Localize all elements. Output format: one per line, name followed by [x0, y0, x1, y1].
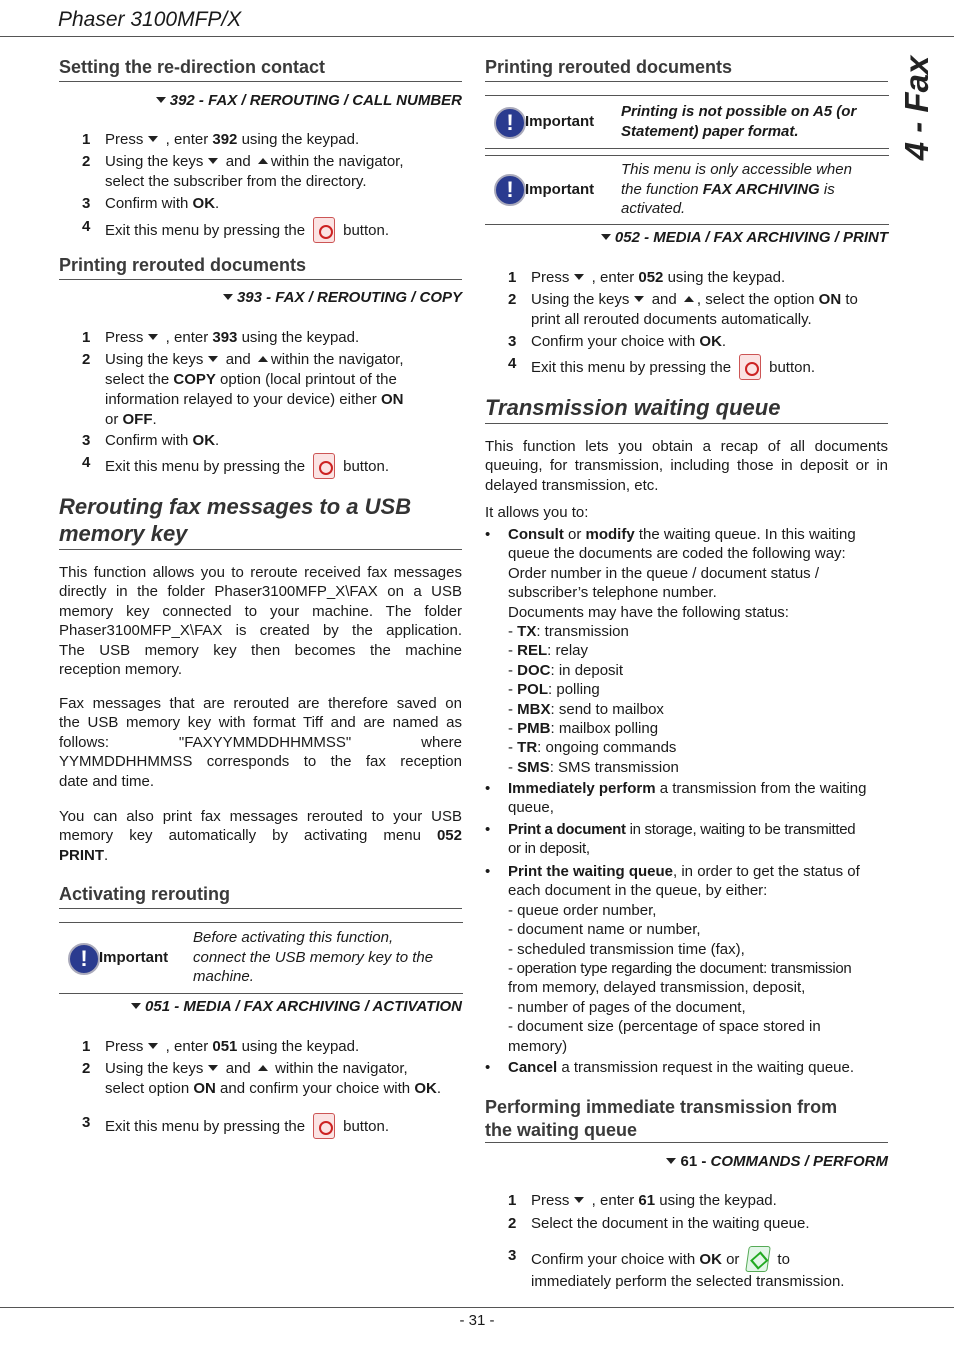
- down-arrow-icon: [148, 1043, 158, 1049]
- heading-rule: [59, 81, 462, 82]
- heading-rule: [485, 423, 888, 424]
- heading-rule: [59, 279, 462, 280]
- menu-path: 051 - MEDIA / FAX ARCHIVING / ACTIVATION: [131, 998, 462, 1015]
- step: 2 Using the keys and within the navigator, select the COPY option (local printout of the information relayed to your device) either ON or OFF.: [82, 351, 404, 428]
- list-item: • Immediately perform a transmission from the waiting queue,: [485, 780, 867, 817]
- down-arrow-icon: [208, 1065, 218, 1071]
- stop-button-icon: [313, 453, 335, 479]
- step: 2 Using the keys and , select the option ON to print all rerouted documents automatically.: [508, 291, 858, 328]
- heading-rule: [485, 1142, 888, 1143]
- page-number: - 31 -: [459, 1312, 495, 1329]
- step: 2 Using the keys and within the navigator, select option ON and confirm your choice with OK.: [82, 1060, 441, 1097]
- important-note: ! Important This menu is only accessible when the function FAX ARCHIVING is activated.: [485, 155, 889, 225]
- menu-path: 393 - FAX / REROUTING / COPY: [223, 289, 462, 306]
- important-icon: !: [494, 174, 526, 206]
- heading-rule: [59, 908, 462, 909]
- down-arrow-icon: [148, 136, 158, 142]
- chapter-heading: Transmission waiting queue: [485, 395, 781, 420]
- paragraph: This function lets you obtain a recap of all documents queuing, for transmission, including those in deposit or in delayed transmission, etc.: [485, 438, 888, 494]
- important-note: ! Important Before activating this function, connect the USB memory key to the machine.: [59, 922, 463, 994]
- paragraph: You can also print fax messages rerouted to your USB memory key automatically by activating menu 052 PRINT.: [59, 808, 462, 864]
- paragraph: It allows you to:: [485, 504, 589, 521]
- menu-path: 392 - FAX / REROUTING / CALL NUMBER: [156, 92, 462, 109]
- header-rule: [0, 36, 954, 37]
- down-arrow-icon: [148, 334, 158, 340]
- chapter-heading: Rerouting fax messages to a USB memory key: [59, 494, 412, 546]
- down-arrow-icon: [156, 97, 166, 103]
- paragraph: Fax messages that are rerouted are therefore saved on the USB memory key with format Tiff and are named as follows: "FAXYYMMDDHHMMSS" where YYMMDDHHMMSS corresponds to the fax reception date and time.: [59, 695, 462, 790]
- document-title: Phaser 3100MFP/X: [58, 8, 242, 31]
- paragraph: This function allows you to reroute received fax messages directly in the folder Phaser3100MFP_X\FAX on a USB memory key connected to your machine. The folder Phaser3100MFP_X\FAX is created by the application. The USB memory key then becomes the machine reception memory.: [59, 564, 462, 679]
- section-heading: Performing immediate transmission from the waiting queue: [485, 1097, 838, 1140]
- down-arrow-icon: [601, 234, 611, 240]
- heading-rule: [485, 81, 888, 82]
- section-heading: Activating rerouting: [59, 884, 231, 904]
- menu-path: 61 - COMMANDS / PERFORM: [666, 1153, 888, 1170]
- chapter-tab: 4 - Fax: [898, 55, 935, 160]
- up-arrow-icon: [258, 158, 268, 164]
- list-item: • Consult or modify the waiting queue. In this waiting queue the documents are coded the following way: Order number in the queue / document status / subscriber’s telephone number. Documents may have the following status: - TX: transmission - REL: relay - DOC: in deposit - POL: polling - MBX: send to mailbox - PMB: mailbox polling - TR: ongoing commands - SMS: SMS transmission: [485, 526, 856, 776]
- down-arrow-icon: [223, 294, 233, 300]
- down-arrow-icon: [574, 1197, 584, 1203]
- stop-button-icon: [313, 1113, 335, 1139]
- important-icon: !: [494, 107, 526, 139]
- list-item: • Cancel a transmission request in the waiting queue.: [485, 1059, 855, 1076]
- section-heading: Printing rerouted documents: [59, 255, 307, 275]
- down-arrow-icon: [208, 356, 218, 362]
- step: 2 Using the keys and within the navigator, select the subscriber from the directory.: [82, 153, 404, 190]
- section-heading: Printing rerouted documents: [485, 57, 733, 77]
- down-arrow-icon: [208, 158, 218, 164]
- important-icon: !: [68, 943, 100, 975]
- up-arrow-icon: [258, 1065, 268, 1071]
- list-item: • Print the waiting queue, in order to get the status of each document in the queue, by either: - queue order number, - document name or number, - scheduled transmission time (fax), - operation type regarding the document: transmission from memory, delayed transmission, deposit, - number of pages of the document, - document size (percentage of space stored in memory): [485, 863, 860, 1055]
- step: 3 Confirm your choice with OK or to immediately perform the selected transmission.: [508, 1247, 845, 1290]
- footer-rule: [0, 1307, 954, 1308]
- up-arrow-icon: [258, 356, 268, 362]
- down-arrow-icon: [574, 274, 584, 280]
- section-heading: Setting the re-direction contact: [59, 57, 326, 77]
- down-arrow-icon: [634, 296, 644, 302]
- important-note: ! Important Printing is not possible on A5 (or Statement) paper format.: [485, 95, 889, 149]
- menu-path: 052 - MEDIA / FAX ARCHIVING / PRINT: [601, 229, 888, 246]
- start-button-icon: [746, 1246, 772, 1272]
- down-arrow-icon: [131, 1003, 141, 1009]
- list-item: • Print a document in storage, waiting to be transmitted or in deposit,: [485, 821, 856, 858]
- stop-button-icon: [313, 217, 335, 243]
- up-arrow-icon: [684, 296, 694, 302]
- heading-rule: [59, 549, 462, 550]
- stop-button-icon: [739, 354, 761, 380]
- down-arrow-icon: [666, 1158, 676, 1164]
